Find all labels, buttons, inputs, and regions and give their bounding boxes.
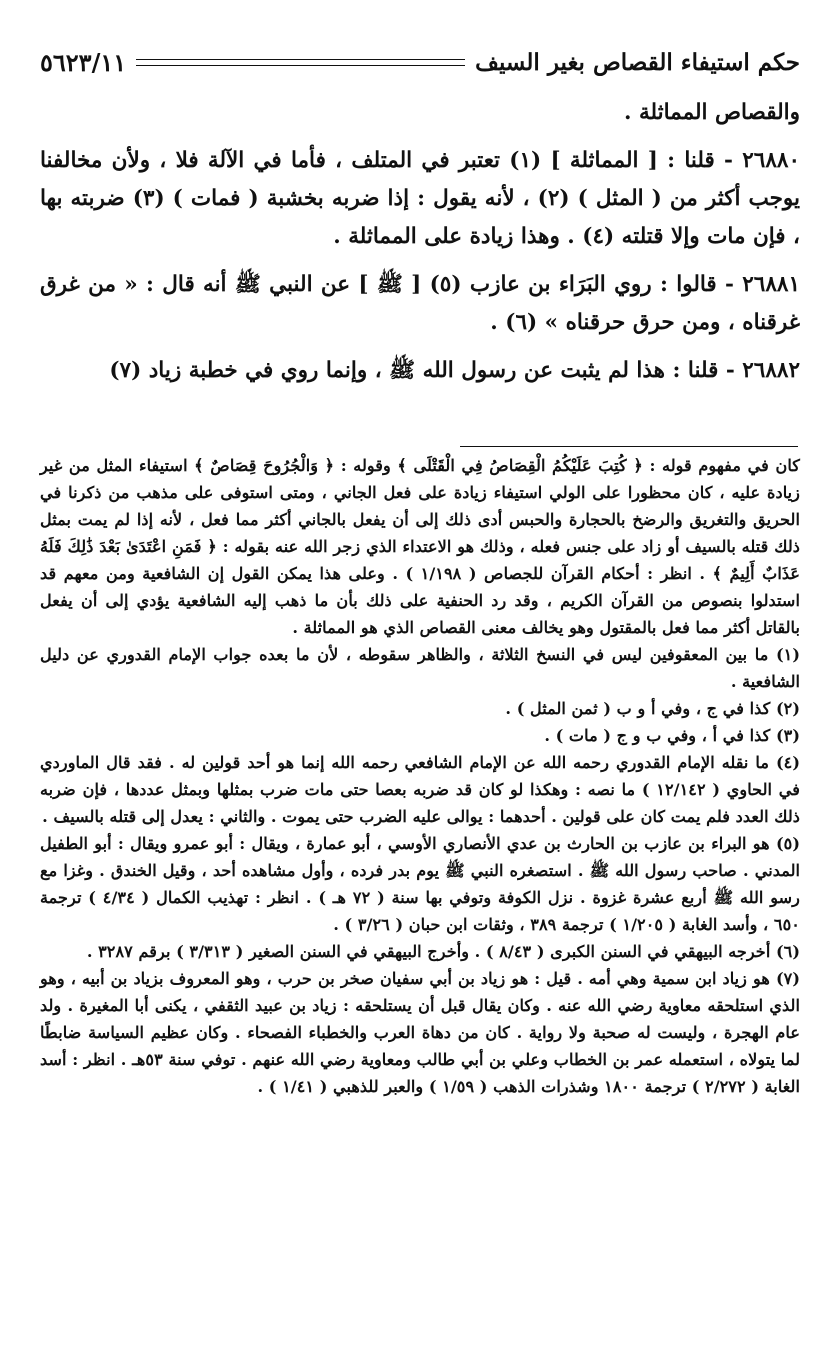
page-number: ٥٦٢٣/١١ (40, 47, 127, 77)
main-paragraph-26881: ٢٦٨٨١ - قالوا : روي البَرَاء بن عازب (٥) [ ﷺ ] عن النبي ﷺ أنه قال : « من غرق غرقناه ، ومن حرق حرقناه » (٦) . (40, 272, 800, 335)
footnote-2: (٢) كذا في ج ، وفي أ و ب ( ثمن المثل ) . (505, 699, 800, 718)
footnote-6: (٦) أخرجه البيهقي في السنن الكبرى ( ٨/٤٣ ) . وأخرج البيهقي في السنن الصغير ( ٣/٣١٣ ) برقم ٣٢٨٧ . (86, 942, 800, 961)
main-text (40, 94, 800, 400)
main-paragraph-0: والقصاص المماثلة . (624, 100, 800, 125)
footnote-separator (460, 446, 798, 447)
footnote-continued: كان في مفهوم قوله : ﴿ كُتِبَ عَلَيْكُمُ الْقِصَاصُ فِي الْقَتْلَى ﴾ وقوله : ﴿ وَالْجُرُوحَ قِصَاصٌ ﴾ استيفاء المثل من غير زيادة عليه ، كان محظورا على الولي استيفاء زيادة على فعل الجاني ، ومتى استوفى على مذهب من ذكرنا في الحريق والتغريق والرضخ بالحجارة والحبس أدى ذلك إلى أن يفعل بالجاني أكثر مما فعل ، لأنه إذا لم يمت بمثل ذلك قتله بالسيف أو زاد على جنس فعله ، وذلك هو الاعتداء الذي زجر الله عنه بقوله : ﴿ فَمَنِ اعْتَدَىٰ بَعْدَ ذَٰلِكَ فَلَهُ عَذَابٌ أَلِيمٌ ﴾ . انظر : أحكام القرآن للجصاص ( ١/١٩٨ ) . وعلى هذا يمكن القول إن الشافعية ومن معهم قد استدلوا بنصوص من القرآن الكريم ، وقد رد الحنفية على ذلك بأن ما ذهب إليه الشافعية يؤدي إلى أن يفعل بالقاتل أكثر مما فعل بالمقتول وهو يخالف معنى القصاص الذي هو المماثلة . (40, 456, 800, 637)
footnote-1: (١) ما بين المعقوفين ليس في النسخ الثلاثة ، والظاهر سقوطه ، لأن ما بعده جواب الإمام القدوري عن دليل الشافعية . (40, 645, 800, 691)
footnote-5: (٥) هو البراء بن عازب بن الحارث بن عدي الأنصاري الأوسي ، أبو عمارة ، ويقال : أبو عمرو ويقال : أبو الطفيل المدني . صاحب رسول الله ﷺ . استصغره النبي ﷺ يوم بدر فرده ، وأول مشاهده أحد ، وقيل الخندق . وغزا مع رسو الله ﷺ أربع عشرة غزوة . نزل الكوفة وتوفي بها سنة ( ٧٢ هـ ) . انظر : تهذيب الكمال ( ٤/٣٤ ) ترجمة ٦٥٠ ، وأسد الغابة ( ١/٢٠٥ ) ترجمة ٣٨٩ ، وثقات ابن حبان ( ٣/٢٦ ) . (40, 834, 800, 934)
main-paragraph-26882: ٢٦٨٨٢ - قلنا : هذا لم يثبت عن رسول الله ﷺ ، وإنما روي في خطبة زياد (٧) (109, 358, 800, 383)
header-title: حكم استيفاء القصاص بغير السيف (475, 48, 800, 76)
footnote-4: (٤) ما نقله الإمام القدوري رحمه الله عن الإمام الشافعي رحمه الله إنما هو أحد قولين له . فقد قال الماوردي في الحاوي ( ١٢/١٤٢ ) ما نصه : وهكذا لو كان قد ضربه بعصا حتى مات ضرب بمثلها وبمثل عددها ، فإن ضربه ذلك العدد فلم يمت كان على قولين . أحدهما : يوالى عليه الضرب حتى يموت . والثاني : يعدل إلى قتله بالسيف . (40, 753, 800, 826)
running-header (40, 42, 800, 82)
header-rule (136, 59, 465, 66)
main-paragraph-26880: ٢٦٨٨٠ - قلنا : [ المماثلة ] (١) تعتبر في المتلف ، فأما في الآلة فلا ، ولأن مخالفنا يوجب أكثر من ( المثل ) (٢) ، لأنه يقول : إذا ضربه بخشبة ( فمات ) (٣) ضربته بها ، فإن مات وإلا قتلته (٤) . وهذا زيادة على المماثلة . (40, 148, 800, 249)
footnotes (40, 452, 800, 1100)
footnote-7: (٧) هو زياد ابن سمية وهي أمه . قيل : هو زياد بن أبي سفيان صخر بن حرب ، وهو المعروف بزياد بن أبيه ، وهو الذي استلحقه معاوية رضي الله عنه . وكان يقال قبل أن يستلحقه : زياد بن عبيد الثقفي ، يكنى أبا المغيرة . ولد عام الهجرة ، وليست له صحبة ولا رواية . كان من دهاة العرب والخطباء الفصحاء . وكان عظيم السياسة ضابطًا لما يتولاه ، استعمله عمر بن الخطاب وعلي بن أبي طالب ومعاوية رضي الله عنهم . توفي سنة ٥٣هـ . انظر : أسد الغابة ( ٢/٢٧٢ ) ترجمة ١٨٠٠ وشذرات الذهب ( ١/٥٩ ) والعبر للذهبي ( ١/٤١ ) . (40, 969, 800, 1096)
footnote-3: (٣) كذا في أ ، وفي ب و ج ( مات ) . (544, 726, 800, 745)
